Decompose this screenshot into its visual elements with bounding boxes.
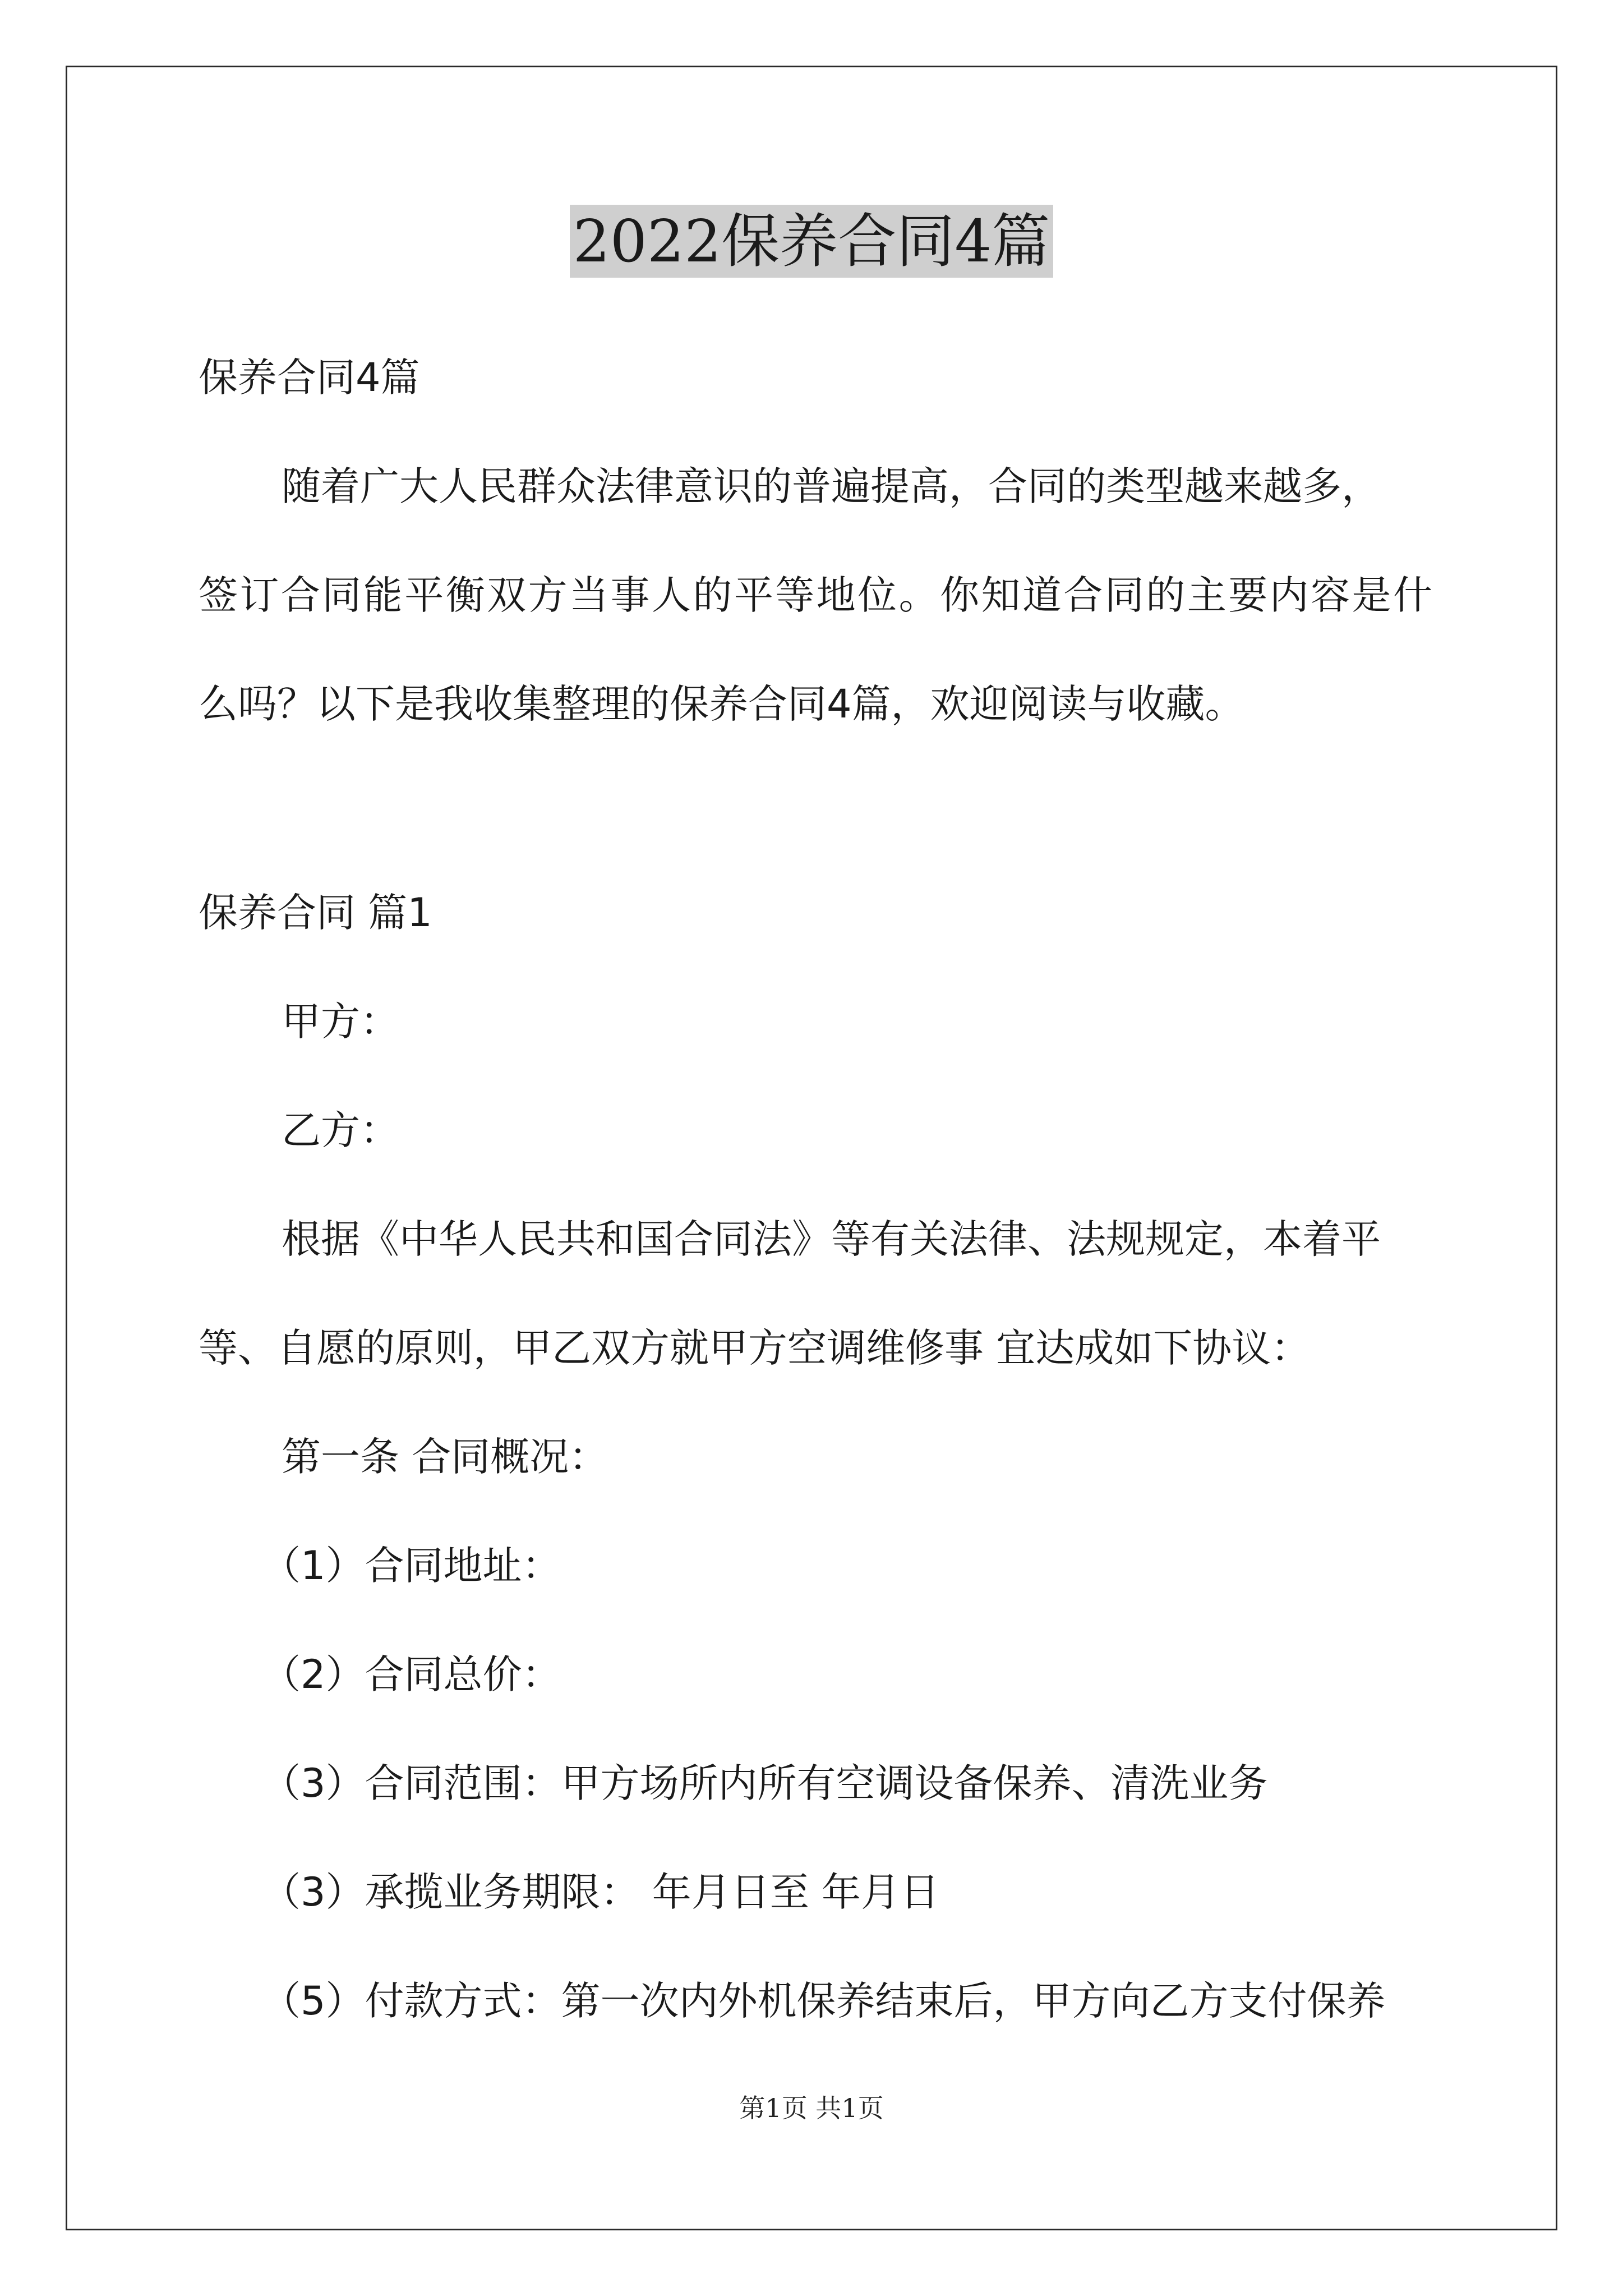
- intro-line-3: 么吗？以下是我收集整理的保养合同4篇，欢迎阅读与收藏。: [199, 681, 1244, 727]
- contract-item-scope: （3）合同范围：甲方场所内所有空调设备保养、清洗业务: [261, 1760, 1268, 1806]
- intro-line-1: 随着广大人民群众法律意识的普遍提高，合同的类型越来越多，: [282, 463, 1381, 509]
- document-subtitle: 保养合同4篇: [199, 355, 420, 401]
- document-title: [0, 202, 1623, 280]
- intro-line-2: 签订合同能平衡双方当事人的平等地位。你知道合同的主要内容是什: [199, 572, 1432, 618]
- party-a-label: 甲方：: [282, 999, 399, 1045]
- contract-item-address: （1）合同地址：: [261, 1543, 561, 1589]
- contract-item-payment: （5）付款方式：第一次内外机保养结束后，甲方向乙方支付保养: [261, 1978, 1386, 2024]
- document-title-text: 2022保养合同4篇: [570, 205, 1054, 278]
- contract-item-term: （3）承揽业务期限： 年月日至 年月日: [261, 1869, 940, 1915]
- preamble-line-2: 等、自愿的原则，甲乙双方就甲方空调维修事 宜达成如下协议：: [199, 1325, 1311, 1371]
- preamble-line-1: 根据《中华人民共和国合同法》等有关法律、法规规定，本着平: [282, 1216, 1381, 1262]
- article-1-heading: 第一条 合同概况：: [282, 1434, 608, 1480]
- contract-item-total-price: （2）合同总价：: [261, 1651, 561, 1697]
- page-footer: 第1页 共1页: [739, 2093, 884, 2123]
- party-b-label: 乙方：: [282, 1107, 399, 1153]
- section-heading: 保养合同 篇1: [199, 890, 432, 936]
